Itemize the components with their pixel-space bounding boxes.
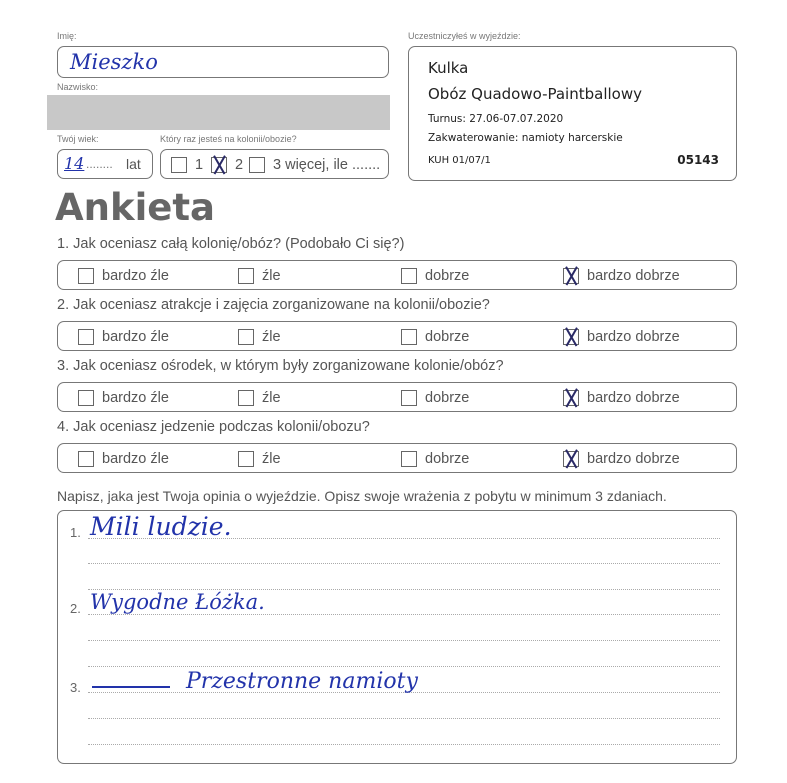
answer-text: Mili ludzie. — [90, 512, 232, 541]
question-3-options — [57, 382, 737, 412]
answer-option[interactable] — [238, 322, 281, 352]
checkbox-icon — [249, 157, 265, 173]
ktory-raz-option-3[interactable] — [249, 150, 380, 180]
answer-option-label: dobrze — [425, 390, 470, 406]
question-label: Jak oceniasz całą kolonię/obóz? (Podobało Ci się?) — [73, 236, 405, 252]
answer-option[interactable] — [563, 261, 680, 291]
checkbox-icon — [238, 268, 254, 284]
checkbox-icon — [78, 390, 94, 406]
question-number: 2. — [57, 297, 70, 313]
wiek-unit: lat — [126, 156, 141, 172]
checkbox-checked-icon — [563, 329, 579, 345]
checkbox-icon — [238, 451, 254, 467]
question-1-options — [57, 260, 737, 290]
answer-option[interactable] — [401, 261, 469, 291]
checkbox-icon — [401, 329, 417, 345]
answer-option-label: bardzo źle — [102, 329, 169, 345]
answer-option-label: bardzo dobrze — [587, 329, 680, 345]
checkbox-icon — [78, 268, 94, 284]
survey-title: Ankieta — [55, 186, 216, 229]
question-4-options — [57, 443, 737, 473]
trip-code: KUH 01/07/1 — [428, 155, 491, 166]
answer-option-label: bardzo źle — [102, 268, 169, 284]
answer-option-label: bardzo źle — [102, 451, 169, 467]
answer-option-label: źle — [262, 268, 281, 284]
question-2-options — [57, 321, 737, 351]
ktory-raz-label: Który raz jesteś na kolonii/obozie? — [160, 134, 297, 144]
question-number: 4. — [57, 419, 70, 435]
answer-text: Wygodne Łóżka. — [90, 590, 265, 614]
nazwisko-redacted — [47, 95, 390, 130]
checkbox-checked-icon — [563, 268, 579, 284]
checkbox-icon — [238, 329, 254, 345]
question-number: 1. — [57, 236, 70, 252]
answer-line — [88, 744, 720, 745]
trip-number: 05143 — [677, 153, 719, 167]
answer-option-label: źle — [262, 451, 281, 467]
answer-text: Przestronne namioty — [186, 669, 418, 694]
question-label: Jak oceniasz ośrodek, w którym były zorganizowane kolonie/obóz? — [73, 358, 504, 374]
checkbox-icon — [401, 268, 417, 284]
answer-option[interactable] — [78, 383, 169, 413]
answer-option[interactable] — [401, 383, 469, 413]
answer-option[interactable] — [238, 444, 281, 474]
trip-label: Uczestniczyłeś w wyjeździe: — [408, 31, 521, 41]
question-1-text — [57, 236, 404, 252]
answer-option[interactable] — [401, 444, 469, 474]
ktory-raz-option-label: 2 — [235, 157, 244, 173]
answer-option-label: dobrze — [425, 329, 470, 345]
answer-option[interactable] — [401, 322, 469, 352]
answer-number: 2. — [70, 601, 81, 616]
checkbox-checked-icon — [563, 390, 579, 406]
trip-info-box — [408, 46, 737, 181]
answer-option-label: bardzo dobrze — [587, 451, 680, 467]
ktory-raz-option-label: 3 więcej, ile ....... — [273, 157, 381, 173]
answer-option[interactable] — [78, 322, 169, 352]
answer-option-label: dobrze — [425, 268, 470, 284]
checkbox-icon — [78, 329, 94, 345]
answer-option-label: bardzo dobrze — [587, 268, 680, 284]
nazwisko-label: Nazwisko: — [57, 82, 99, 92]
answer-option-label: źle — [262, 390, 281, 406]
trip-name: Kulka — [428, 59, 469, 77]
checkbox-icon — [401, 451, 417, 467]
checkbox-checked-icon — [211, 157, 227, 173]
question-4-text — [57, 419, 370, 435]
answer-line — [88, 666, 720, 667]
ktory-raz-field — [160, 149, 389, 179]
answer-option[interactable] — [563, 383, 680, 413]
wiek-dots: ........ — [86, 157, 113, 171]
checkbox-icon — [78, 451, 94, 467]
strikethrough-mark — [92, 686, 170, 688]
question-3-text — [57, 358, 504, 374]
question-2-text — [57, 297, 490, 313]
imie-label: Imię: — [57, 31, 77, 41]
question-label: Jak oceniasz atrakcje i zajęcia zorganizowane na kolonii/obozie? — [73, 297, 490, 313]
answer-option[interactable] — [238, 383, 281, 413]
answer-line — [88, 614, 720, 615]
answer-option-label: źle — [262, 329, 281, 345]
answer-option[interactable] — [78, 444, 169, 474]
answer-option-label: dobrze — [425, 451, 470, 467]
answer-option[interactable] — [563, 444, 680, 474]
answer-option[interactable] — [78, 261, 169, 291]
opinion-prompt: Napisz, jaka jest Twoja opinia o wyjeździe. Opisz swoje wrażenia z pobytu w minimum 3 zdaniach. — [57, 488, 667, 504]
answer-number: 3. — [70, 680, 81, 695]
trip-turnus: Turnus: 27.06-07.07.2020 — [428, 113, 564, 125]
answer-option-label: bardzo dobrze — [587, 390, 680, 406]
checkbox-icon — [171, 157, 187, 173]
wiek-field[interactable] — [57, 149, 153, 179]
answer-line — [88, 563, 720, 564]
answer-option[interactable] — [563, 322, 680, 352]
checkbox-icon — [238, 390, 254, 406]
answer-line — [88, 718, 720, 719]
ktory-raz-option-2[interactable] — [211, 150, 243, 180]
answer-number: 1. — [70, 525, 81, 540]
trip-zakwaterowanie: Zakwaterowanie: namioty harcerskie — [428, 132, 623, 144]
question-label: Jak oceniasz jedzenie podczas kolonii/obozu? — [73, 419, 370, 435]
wiek-value: 14 — [64, 154, 85, 173]
answer-option[interactable] — [238, 261, 281, 291]
checkbox-checked-icon — [563, 451, 579, 467]
imie-value: Mieszko — [70, 50, 158, 74]
trip-title: Obóz Quadowo-Paintballowy — [428, 85, 642, 103]
question-number: 3. — [57, 358, 70, 374]
imie-field[interactable] — [57, 46, 389, 78]
wiek-label: Twój wiek: — [57, 134, 99, 144]
ktory-raz-option-1[interactable] — [171, 150, 203, 180]
ktory-raz-option-label: 1 — [195, 157, 204, 173]
answer-option-label: bardzo źle — [102, 390, 169, 406]
answer-line — [88, 640, 720, 641]
checkbox-icon — [401, 390, 417, 406]
opinion-box[interactable] — [57, 510, 737, 764]
